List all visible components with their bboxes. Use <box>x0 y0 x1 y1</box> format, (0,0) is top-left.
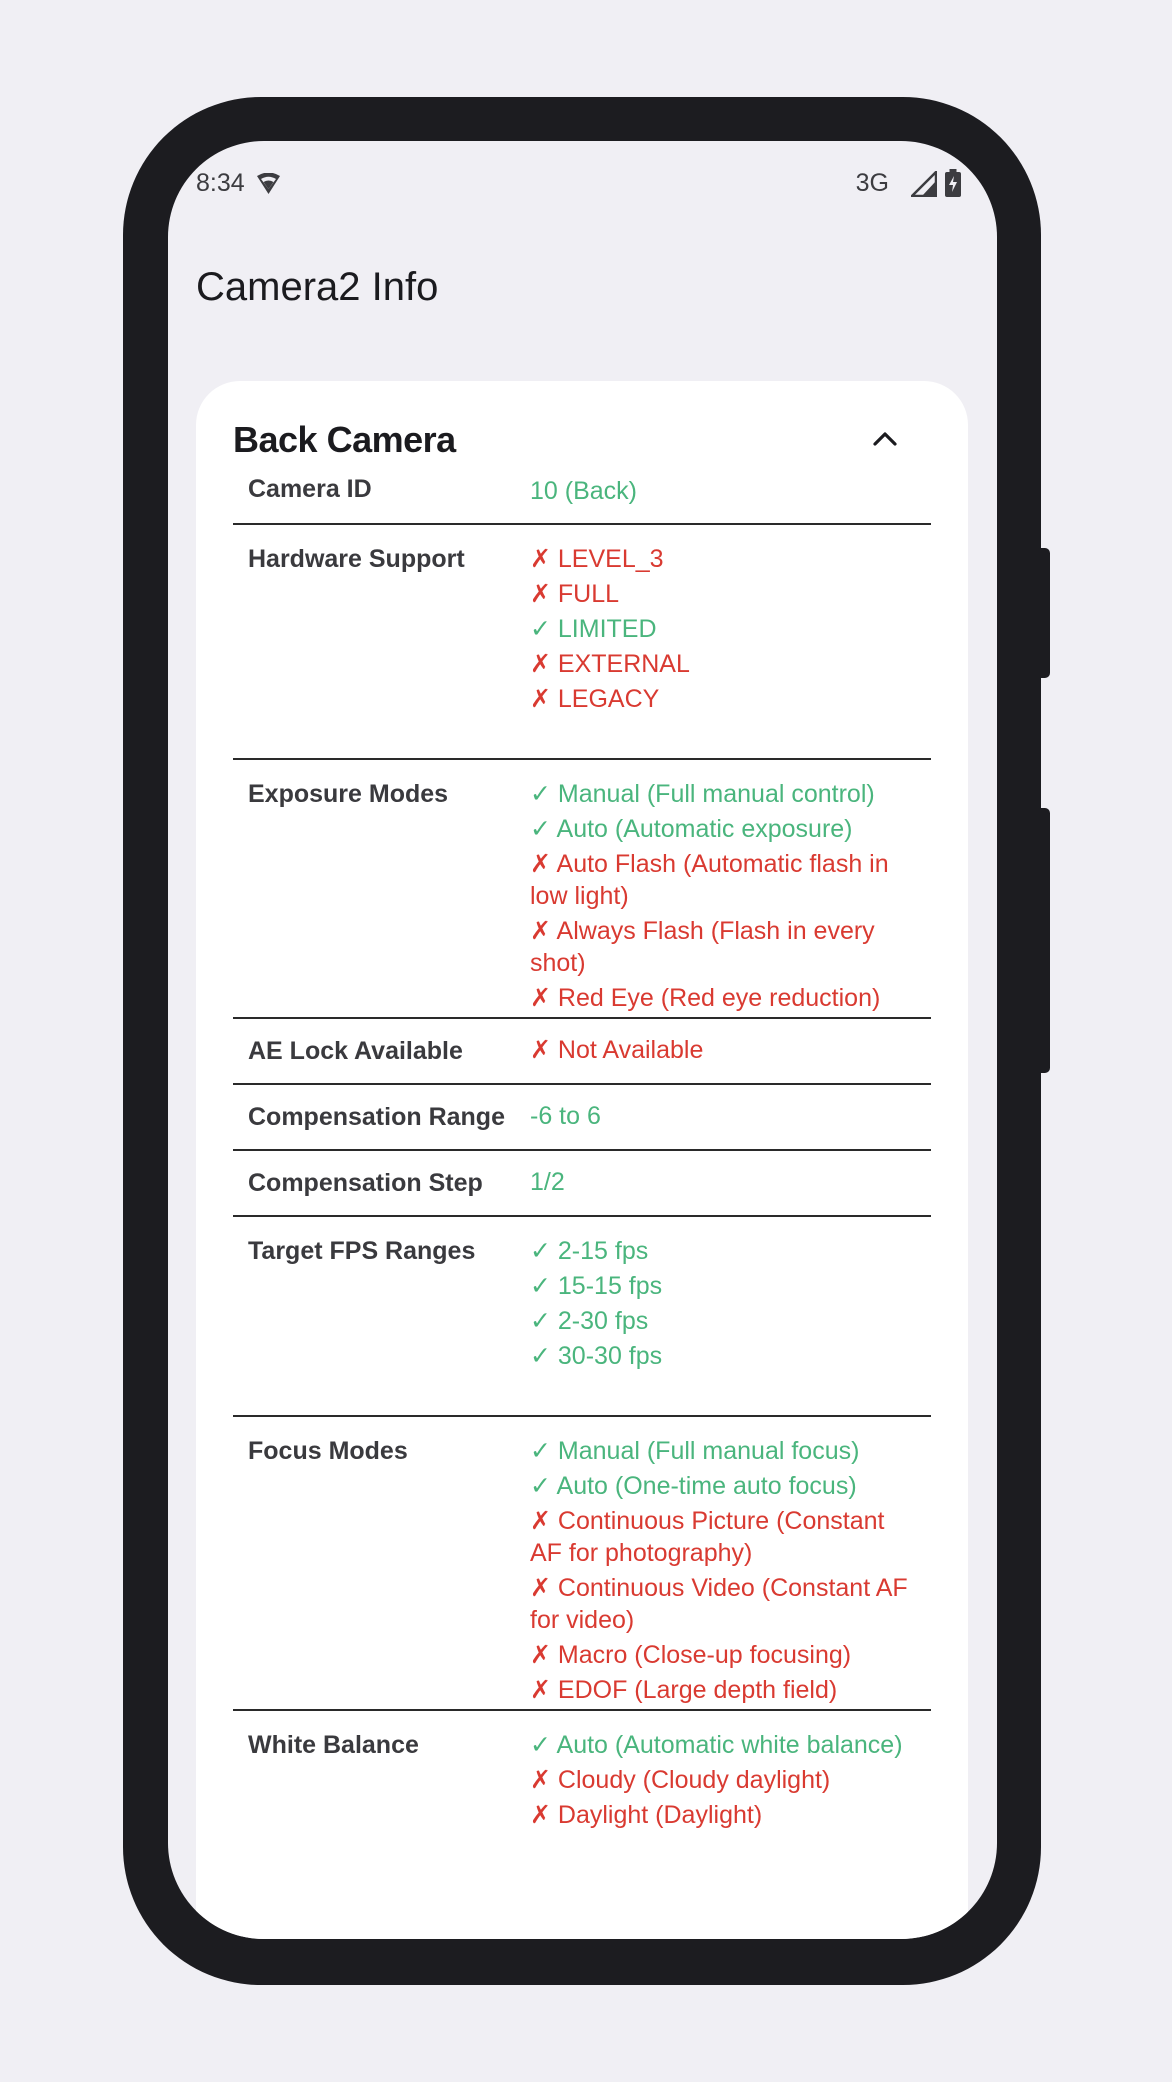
value-item <box>530 475 911 507</box>
row-values <box>530 1166 931 1201</box>
value-text: Manual (Full manual control) <box>557 780 875 808</box>
value-item <box>530 648 911 680</box>
value-item <box>530 1340 911 1372</box>
power-button <box>1040 548 1050 678</box>
value-text: Macro (Close-up focusing) <box>557 1641 852 1669</box>
value-item <box>530 1166 911 1198</box>
cross-icon: ✗ <box>530 545 551 573</box>
value-item <box>530 1470 911 1502</box>
row-label: Target FPS Ranges <box>248 1237 476 1265</box>
value-text: LIMITED <box>557 615 657 643</box>
value-text: Manual (Full manual focus) <box>557 1437 860 1465</box>
cross-icon: ✗ <box>530 1766 551 1794</box>
value-item <box>530 543 911 575</box>
row-label: Compensation Range <box>248 1102 505 1131</box>
value-text: EXTERNAL <box>557 650 690 678</box>
value-text: Auto Flash (Automatic flash in low light) <box>530 850 889 910</box>
value-item <box>530 1305 911 1337</box>
value-item <box>530 1505 911 1569</box>
cross-icon: ✗ <box>530 685 551 713</box>
row-values <box>530 1034 931 1069</box>
row-label: Hardware Support <box>248 545 465 573</box>
value-text: LEGACY <box>557 685 660 713</box>
signal-icon <box>911 171 937 197</box>
table-row <box>233 1019 931 1085</box>
value-text: 30-30 fps <box>557 1342 663 1370</box>
row-label: Camera ID <box>248 475 372 503</box>
volume-button <box>1040 808 1050 1073</box>
cross-icon: ✗ <box>530 850 551 878</box>
row-label: Compensation Step <box>248 1168 483 1197</box>
value-text: Always Flash (Flash in every shot) <box>530 917 875 977</box>
check-icon: ✓ <box>530 615 551 643</box>
value-item <box>530 1729 911 1761</box>
check-icon: ✓ <box>530 1272 551 1300</box>
battery-icon <box>945 169 961 197</box>
value-text: Red Eye (Red eye reduction) <box>557 984 881 1012</box>
table-row <box>233 1085 931 1151</box>
value-text: Auto (One-time auto focus) <box>556 1472 857 1500</box>
cross-icon: ✗ <box>530 984 551 1012</box>
row-values <box>530 778 931 1017</box>
value-text: 1/2 <box>530 1167 565 1196</box>
cross-icon: ✗ <box>530 917 551 945</box>
value-item <box>530 1270 911 1302</box>
value-item <box>530 1235 911 1267</box>
cross-icon: ✗ <box>530 1676 551 1704</box>
row-label: Exposure Modes <box>248 780 449 808</box>
value-item <box>530 813 911 845</box>
check-icon: ✓ <box>530 1731 551 1759</box>
check-icon: ✓ <box>530 1437 551 1465</box>
check-icon: ✓ <box>530 815 551 843</box>
value-item <box>530 1674 911 1706</box>
table-row <box>233 760 931 1019</box>
check-icon: ✓ <box>530 1472 551 1500</box>
value-text: Not Available <box>557 1035 704 1064</box>
wifi-icon <box>256 173 281 195</box>
value-item <box>530 848 911 912</box>
table-row <box>233 475 931 525</box>
screen <box>168 141 997 1939</box>
value-item <box>530 1572 911 1636</box>
app-title: Camera2 Info <box>196 265 439 309</box>
row-values <box>530 543 931 718</box>
value-item <box>530 1034 911 1066</box>
card-title[interactable]: Back Camera <box>233 419 456 460</box>
row-values <box>530 1235 931 1375</box>
value-text: Auto (Automatic white balance) <box>556 1731 903 1759</box>
row-label: Focus Modes <box>248 1437 408 1465</box>
camera-card <box>196 381 968 1939</box>
value-text: 2-15 fps <box>557 1237 649 1265</box>
value-text: Auto (Automatic exposure) <box>556 815 853 843</box>
row-values <box>530 475 931 510</box>
row-values <box>530 1435 931 1709</box>
table-row <box>233 1151 931 1217</box>
check-icon: ✓ <box>530 780 551 808</box>
network-type: 3G <box>855 169 889 197</box>
value-item <box>530 982 911 1014</box>
check-icon: ✓ <box>530 1237 551 1265</box>
value-text: 2-30 fps <box>557 1307 649 1335</box>
value-text: 15-15 fps <box>557 1272 663 1300</box>
cross-icon: ✗ <box>530 1801 551 1829</box>
value-item <box>530 1435 911 1467</box>
table-row <box>233 525 931 760</box>
value-item <box>530 613 911 645</box>
check-icon: ✓ <box>530 1342 551 1370</box>
value-item <box>530 578 911 610</box>
row-values <box>530 1100 931 1135</box>
cross-icon: ✗ <box>530 1641 551 1669</box>
cross-icon: ✗ <box>530 580 551 608</box>
value-item <box>530 915 911 979</box>
cross-icon: ✗ <box>530 1507 551 1535</box>
check-icon: ✓ <box>530 1307 551 1335</box>
value-text: EDOF (Large depth field) <box>557 1676 838 1704</box>
value-text: FULL <box>557 580 620 608</box>
value-text: Continuous Picture (Constant AF for photography) <box>530 1507 885 1567</box>
value-item <box>530 1100 911 1132</box>
value-text: 10 (Back) <box>530 477 637 505</box>
cross-icon: ✗ <box>530 1035 551 1064</box>
value-text: LEVEL_3 <box>557 545 664 573</box>
value-item <box>530 778 911 810</box>
row-label: White Balance <box>248 1731 419 1759</box>
value-item <box>530 1799 911 1831</box>
status-bar <box>168 141 997 231</box>
status-time: 8:34 <box>196 169 245 197</box>
value-text: -6 to 6 <box>530 1101 601 1130</box>
table-row <box>233 1711 931 1876</box>
row-label: AE Lock Available <box>248 1036 463 1065</box>
chevron-up-icon[interactable] <box>872 429 898 447</box>
value-item <box>530 1639 911 1671</box>
value-item <box>530 683 911 715</box>
value-text: Daylight (Daylight) <box>557 1801 763 1829</box>
info-table <box>233 475 931 1876</box>
table-row <box>233 1417 931 1711</box>
value-text: Continuous Video (Constant AF for video) <box>530 1574 908 1634</box>
cross-icon: ✗ <box>530 650 551 678</box>
row-values <box>530 1729 931 1834</box>
cross-icon: ✗ <box>530 1574 551 1602</box>
value-text: Cloudy (Cloudy daylight) <box>557 1766 831 1794</box>
value-item <box>530 1764 911 1796</box>
table-row <box>233 1217 931 1417</box>
